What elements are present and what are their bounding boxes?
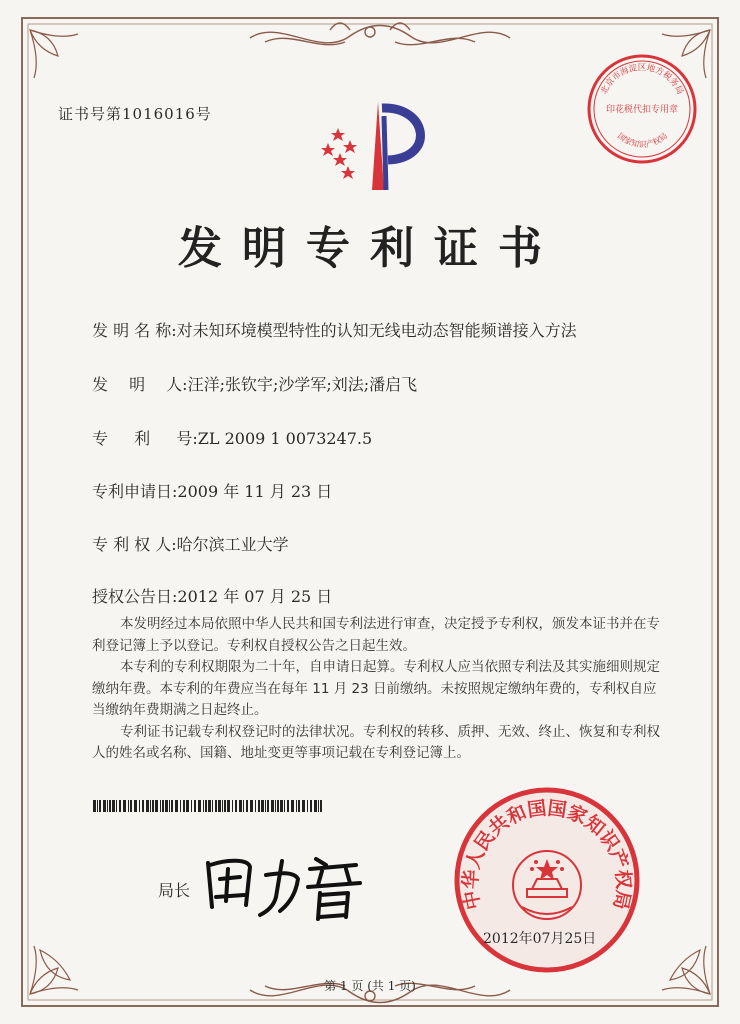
barcode-bar (250, 800, 253, 812)
legal-text (92, 614, 662, 765)
legal-paragraph-3: 专利证书记载专利权登记时的法律状况。专利权的转移、质押、无效、终止、恢复和专利权人的姓名或名称、国籍、地址变更等事项记载在专利登记簿上。 (92, 723, 660, 761)
barcode-bar (307, 800, 308, 812)
barcode-bar (291, 800, 294, 812)
barcode-bar (130, 800, 132, 812)
barcode-bar (134, 800, 137, 812)
barcode-bar (218, 800, 221, 812)
inventors-label: 发 明 人: (92, 375, 188, 394)
page-info: 第 1 页 (共 1 页) (324, 979, 416, 993)
barcode-bar (302, 800, 305, 812)
top-ornament (250, 23, 510, 45)
barcode-bar (258, 800, 260, 812)
barcode-bar (239, 800, 242, 812)
barcode-bar (235, 800, 237, 812)
barcode-bar (180, 800, 181, 812)
patentee-label: 专 利 权 人: (92, 535, 177, 554)
barcode-bar (152, 800, 154, 812)
barcode-bar (205, 800, 207, 812)
barcode-bar (198, 800, 201, 812)
sipo-logo-icon (318, 98, 438, 194)
field-inventors (92, 372, 417, 395)
barcode-bar (175, 800, 178, 812)
tax-stamp (585, 52, 700, 167)
patent-number-label: 专 利 号: (92, 429, 198, 448)
barcode-bar (298, 800, 300, 812)
barcode-bar (227, 800, 230, 812)
barcode-bar (169, 800, 170, 812)
barcode-bar (243, 800, 244, 812)
barcode-bar (194, 800, 196, 812)
barcode-bar (287, 800, 289, 812)
barcode-bar (232, 800, 233, 812)
barcode-bar (314, 800, 317, 812)
barcode-bar (116, 800, 117, 812)
tax-stamp-bottom-text: 国家知识产权局 (615, 131, 670, 150)
filing-date-value: 2009 年 11 月 23 日 (177, 482, 333, 501)
barcode-bar (284, 800, 285, 812)
barcode-bar (275, 800, 276, 812)
corner-ornament-tl (30, 30, 78, 78)
barcode-bar (128, 800, 129, 812)
legal-paragraph-1: 本发明经过本局依照中华人民共和国专利法进行审查，决定授予专利权，颁发本证书并在专利登记簿上予以登记。专利权自授权公告之日起生效。 (92, 616, 660, 654)
barcode-bar (160, 800, 161, 812)
barcode-bar (186, 800, 189, 812)
barcode-bar (224, 800, 226, 812)
barcode-bar (165, 800, 168, 812)
tax-stamp-center-text: 印花税代扣专用章 (605, 105, 679, 115)
tax-stamp-arc-text: 北京市海淀区地方税务局 (599, 63, 685, 97)
barcode-bar (99, 800, 101, 812)
barcode-bar (139, 800, 140, 812)
grant-date-value: 2012 年 07 月 25 日 (177, 587, 333, 606)
barcode-bar (318, 800, 319, 812)
barcode-bar (203, 800, 204, 812)
field-filing-date (92, 479, 332, 502)
barcode-bar (155, 800, 158, 812)
barcode-bar (191, 800, 192, 812)
director-signature (198, 845, 368, 925)
seal-date: 2012年07月25日 (483, 931, 597, 947)
filing-date-label: 专利申请日: (92, 482, 178, 501)
barcode-bar (183, 800, 185, 812)
certificate-title: 发明专利证书 (178, 223, 562, 274)
barcode (93, 800, 325, 812)
barcode-bar (162, 800, 164, 812)
barcode-bar (277, 800, 279, 812)
legal-paragraph-2: 本专利的专利权期限为二十年，自申请日起算。专利权人应当依照专利法及其实施细则规定缴纳年费。本专利的年费应当在每年 11 月 23 日前缴纳。未按照规定缴纳年费的，专利权自应当缴纳年费期满之日起终止。 (92, 659, 660, 718)
invention-name-value: 对未知环境模型特性的认知无线电动态智能频谱接入方法 (176, 321, 577, 340)
director-label: 局长 (158, 881, 191, 900)
barcode-bar (142, 800, 144, 812)
barcode-bar (212, 800, 213, 812)
barcode-bar (97, 800, 98, 812)
barcode-bar (103, 800, 106, 812)
barcode-bar (261, 800, 264, 812)
svg-text:国家知识产权局 (616, 131, 669, 149)
barcode-bar (150, 800, 151, 812)
barcode-bar (265, 800, 266, 812)
patentee-value: 哈尔滨工业大学 (176, 535, 289, 554)
certificate-number: 证书号第1016016号 (58, 105, 212, 123)
barcode-bar (109, 800, 111, 812)
invention-name-label: 发 明 名 称: (92, 321, 177, 340)
barcode-bar (93, 800, 96, 812)
barcode-bar (112, 800, 115, 812)
field-patentee (92, 532, 289, 555)
barcode-bar (296, 800, 297, 812)
barcode-bar (222, 800, 223, 812)
barcode-bar (215, 800, 217, 812)
field-invention-name (92, 318, 577, 341)
barcode-bar (271, 800, 274, 812)
seal-text: 中华人民共和国国家知识产权局 (459, 797, 635, 912)
barcode-bar (267, 800, 269, 812)
barcode-bar (119, 800, 121, 812)
barcode-bar (320, 800, 322, 812)
barcode-bar (246, 800, 248, 812)
inventors-value: 汪洋;张钦宇;沙学军;刘法;潘启飞 (187, 375, 418, 394)
patent-number-value: ZL 2009 1 0073247.5 (197, 429, 373, 448)
barcode-bar (280, 800, 283, 812)
barcode-bar (171, 800, 173, 812)
barcode-bar (107, 800, 108, 812)
barcode-bar (255, 800, 256, 812)
field-grant-date (92, 584, 332, 607)
barcode-bar (310, 800, 312, 812)
barcode-bar (123, 800, 126, 812)
grant-date-label: 授权公告日: (92, 587, 178, 606)
barcode-bar (146, 800, 149, 812)
field-patent-number (92, 426, 372, 449)
barcode-bar (208, 800, 211, 812)
